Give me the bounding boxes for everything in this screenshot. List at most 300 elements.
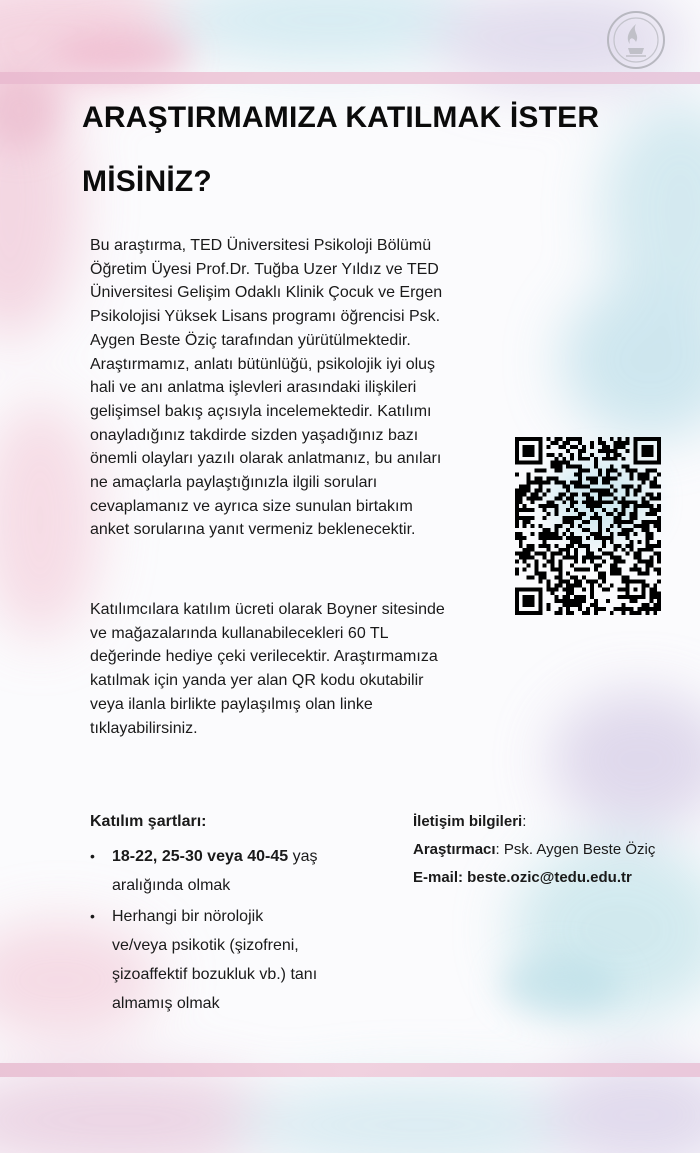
qr-module xyxy=(574,595,578,599)
qr-module xyxy=(558,575,562,579)
qr-module xyxy=(626,441,630,445)
qr-module xyxy=(550,500,554,504)
qr-module xyxy=(515,500,519,504)
qr-module xyxy=(649,437,653,441)
qr-module xyxy=(550,453,554,457)
qr-module xyxy=(641,595,645,599)
qr-module xyxy=(641,461,645,465)
qr-module xyxy=(570,599,574,603)
qr-module xyxy=(630,516,634,520)
qr-module xyxy=(578,524,582,528)
qr-module xyxy=(531,449,535,453)
intro-line: Aygen Beste Öziç tarafından yürütülmektedir. xyxy=(90,331,411,349)
qr-module xyxy=(586,552,590,556)
qr-module xyxy=(574,516,578,520)
qr-module xyxy=(649,595,653,599)
qr-module xyxy=(610,532,614,536)
qr-module xyxy=(618,445,622,449)
qr-module xyxy=(582,512,586,516)
qr-module xyxy=(657,571,661,575)
qr-module xyxy=(630,477,634,481)
qr-module xyxy=(641,587,645,591)
qr-module xyxy=(645,532,649,536)
qr-module xyxy=(515,512,519,516)
qr-module xyxy=(531,508,535,512)
qr-module xyxy=(598,532,602,536)
qr-module xyxy=(657,579,661,583)
qr-module xyxy=(633,453,637,457)
qr-module xyxy=(653,552,657,556)
qr-module xyxy=(633,457,637,461)
qr-module xyxy=(610,465,614,469)
qr-module xyxy=(614,520,618,524)
qr-module xyxy=(523,587,527,591)
qr-module xyxy=(562,457,566,461)
qr-module xyxy=(515,473,519,477)
qr-module xyxy=(602,457,606,461)
qr-module xyxy=(637,560,641,564)
qr-module xyxy=(649,469,653,473)
qr-module xyxy=(622,500,626,504)
qr-module xyxy=(586,504,590,508)
qr-module xyxy=(523,449,527,453)
qr-module xyxy=(535,571,539,575)
qr-module xyxy=(554,568,558,572)
qr-module xyxy=(626,575,630,579)
qr-module xyxy=(574,603,578,607)
qr-module xyxy=(519,556,523,560)
qr-module xyxy=(598,575,602,579)
qr-module xyxy=(618,516,622,520)
qr-module xyxy=(586,607,590,611)
qr-module xyxy=(633,469,637,473)
qr-module xyxy=(531,575,535,579)
qr-module xyxy=(574,556,578,560)
qr-module xyxy=(626,552,630,556)
qr-module xyxy=(630,599,634,603)
intro-line: hali ve anı anlatma işlevleri arasındaki ilişkileri xyxy=(90,379,417,397)
qr-module xyxy=(598,571,602,575)
conditions-heading: Katılım şartları: xyxy=(90,813,207,830)
qr-module xyxy=(606,457,610,461)
qr-module xyxy=(618,607,622,611)
qr-module xyxy=(630,473,634,477)
qr-module xyxy=(602,575,606,579)
qr-module xyxy=(622,607,626,611)
qr-module xyxy=(622,532,626,536)
qr-module xyxy=(554,457,558,461)
qr-module xyxy=(566,437,570,441)
qr-module xyxy=(578,481,582,485)
qr-module xyxy=(582,575,586,579)
qr-module xyxy=(657,508,661,512)
qr-module xyxy=(645,571,649,575)
qr-module xyxy=(515,587,519,591)
qr-module xyxy=(641,481,645,485)
qr-module xyxy=(539,445,543,449)
qr-module xyxy=(574,492,578,496)
qr-module xyxy=(543,532,547,536)
qr-module xyxy=(527,484,531,488)
qr-module xyxy=(633,512,637,516)
qr-module xyxy=(550,504,554,508)
qr-module xyxy=(539,453,543,457)
qr-module xyxy=(622,595,626,599)
qr-module xyxy=(618,437,622,441)
qr-module xyxy=(630,540,634,544)
qr-module xyxy=(606,481,610,485)
qr-module xyxy=(630,568,634,572)
qr-module xyxy=(657,516,661,520)
qr-module xyxy=(554,512,558,516)
qr-module xyxy=(578,512,582,516)
qr-module xyxy=(566,449,570,453)
qr-module xyxy=(610,564,614,568)
qr-module xyxy=(614,496,618,500)
qr-module xyxy=(590,587,594,591)
qr-module xyxy=(582,520,586,524)
qr-module xyxy=(618,556,622,560)
qr-module xyxy=(637,607,641,611)
qr-module xyxy=(527,461,531,465)
qr-module xyxy=(566,544,570,548)
qr-module xyxy=(546,445,550,449)
qr-module xyxy=(531,548,535,552)
qr-module xyxy=(598,488,602,492)
qr-module xyxy=(614,441,618,445)
qr-module xyxy=(610,540,614,544)
qr-module xyxy=(645,607,649,611)
qr-module xyxy=(653,591,657,595)
qr-module xyxy=(641,477,645,481)
qr-module xyxy=(653,496,657,500)
qr-module xyxy=(657,556,661,560)
qr-module xyxy=(558,611,562,615)
qr-module xyxy=(578,473,582,477)
intro-line: onayladığınız takdirde sizden yaşadığınız bazı xyxy=(90,426,419,444)
qr-module xyxy=(590,603,594,607)
qr-module xyxy=(653,603,657,607)
reward-line: katılmak için yanda yer alan QR kodu okutabilir xyxy=(90,672,424,690)
qr-module xyxy=(590,532,594,536)
qr-module xyxy=(614,571,618,575)
qr-module xyxy=(641,496,645,500)
qr-module xyxy=(645,512,649,516)
qr-module xyxy=(574,500,578,504)
qr-module xyxy=(649,587,653,591)
qr-module xyxy=(657,437,661,441)
qr-module xyxy=(586,477,590,481)
qr-module xyxy=(590,481,594,485)
qr-module xyxy=(546,536,550,540)
qr-module xyxy=(626,579,630,583)
qr-module xyxy=(539,587,543,591)
qr-module xyxy=(649,548,653,552)
qr-module xyxy=(657,457,661,461)
qr-module xyxy=(519,437,523,441)
qr-module xyxy=(626,587,630,591)
qr-module xyxy=(602,571,606,575)
qr-module xyxy=(590,516,594,520)
qr-module xyxy=(554,461,558,465)
qr-module xyxy=(637,548,641,552)
qr-module xyxy=(590,556,594,560)
qr-module xyxy=(590,504,594,508)
qr-module xyxy=(645,504,649,508)
qr-module xyxy=(602,481,606,485)
qr-module xyxy=(523,520,527,524)
qr-module xyxy=(598,441,602,445)
qr-module xyxy=(539,611,543,615)
qr-module xyxy=(527,548,531,552)
qr-module xyxy=(594,516,598,520)
qr-module xyxy=(622,548,626,552)
qr-module xyxy=(570,532,574,536)
qr-module xyxy=(633,441,637,445)
bullet-icon: • xyxy=(90,908,95,924)
qr-module xyxy=(519,536,523,540)
qr-module xyxy=(586,528,590,532)
qr-module xyxy=(594,465,598,469)
qr-module xyxy=(523,524,527,528)
qr-module xyxy=(523,548,527,552)
qr-module xyxy=(614,469,618,473)
qr-module xyxy=(558,560,562,564)
qr-module xyxy=(598,528,602,532)
qr-module xyxy=(566,536,570,540)
qr-module xyxy=(566,520,570,524)
qr-module xyxy=(586,536,590,540)
qr-module xyxy=(622,441,626,445)
qr-module xyxy=(539,461,543,465)
qr-module xyxy=(574,552,578,556)
qr-module xyxy=(519,611,523,615)
qr-module xyxy=(543,508,547,512)
qr-module xyxy=(626,528,630,532)
qr-module xyxy=(578,441,582,445)
qr-module xyxy=(602,445,606,449)
qr-module xyxy=(574,579,578,583)
qr-module xyxy=(657,591,661,595)
qr-module xyxy=(630,469,634,473)
qr-module xyxy=(550,441,554,445)
qr-module xyxy=(602,587,606,591)
qr-module xyxy=(543,536,547,540)
qr-module xyxy=(535,477,539,481)
qr-module xyxy=(645,445,649,449)
qr-module xyxy=(574,568,578,572)
qr-module xyxy=(566,591,570,595)
qr-module xyxy=(550,587,554,591)
qr-module xyxy=(574,583,578,587)
qr-code-icon[interactable] xyxy=(514,437,662,615)
email-label: E-mail: xyxy=(413,869,464,886)
qr-module xyxy=(626,544,630,548)
qr-module xyxy=(641,504,645,508)
qr-module xyxy=(610,571,614,575)
qr-module xyxy=(598,548,602,552)
qr-module xyxy=(543,492,547,496)
reward-line: ve mağazalarında kullanabilecekleri 60 TL xyxy=(90,624,389,642)
qr-module xyxy=(527,453,531,457)
qr-module xyxy=(586,457,590,461)
qr-module xyxy=(657,441,661,445)
qr-module xyxy=(550,552,554,556)
qr-module xyxy=(598,583,602,587)
qr-module xyxy=(566,552,570,556)
qr-module xyxy=(641,571,645,575)
qr-module xyxy=(527,449,531,453)
qr-module xyxy=(546,548,550,552)
qr-module xyxy=(622,465,626,469)
qr-module xyxy=(554,544,558,548)
qr-module xyxy=(531,599,535,603)
qr-module xyxy=(586,548,590,552)
qr-module xyxy=(590,488,594,492)
qr-module xyxy=(633,587,637,591)
qr-module xyxy=(641,583,645,587)
intro-line: ne amaçlarla paylaştığınızla ilgili soruları xyxy=(90,474,378,492)
qr-module xyxy=(570,556,574,560)
qr-module xyxy=(527,552,531,556)
qr-module xyxy=(610,611,614,615)
qr-module xyxy=(626,591,630,595)
qr-module xyxy=(653,477,657,481)
qr-module xyxy=(531,556,535,560)
qr-module xyxy=(594,532,598,536)
qr-module xyxy=(546,504,550,508)
qr-module xyxy=(622,611,626,615)
qr-module xyxy=(535,587,539,591)
qr-module xyxy=(630,607,634,611)
qr-module xyxy=(523,611,527,615)
qr-module xyxy=(527,544,531,548)
qr-module xyxy=(574,484,578,488)
qr-module xyxy=(527,564,531,568)
qr-module xyxy=(630,528,634,532)
qr-module xyxy=(531,453,535,457)
qr-module xyxy=(515,599,519,603)
title-line-2: MİSİNİZ? xyxy=(82,165,212,198)
qr-module xyxy=(645,568,649,572)
qr-module xyxy=(558,492,562,496)
qr-module xyxy=(574,540,578,544)
qr-module xyxy=(558,524,562,528)
qr-module xyxy=(633,492,637,496)
qr-module xyxy=(523,453,527,457)
qr-module xyxy=(546,488,550,492)
qr-module xyxy=(649,560,653,564)
qr-module xyxy=(626,583,630,587)
contact-heading xyxy=(413,808,693,836)
qr-module xyxy=(614,607,618,611)
condition-age xyxy=(90,842,390,900)
qr-module xyxy=(558,552,562,556)
qr-module xyxy=(606,500,610,504)
qr-module xyxy=(610,449,614,453)
qr-module xyxy=(649,556,653,560)
qr-module xyxy=(598,520,602,524)
researcher-row xyxy=(413,836,693,864)
qr-module xyxy=(578,583,582,587)
qr-module xyxy=(649,599,653,603)
qr-module xyxy=(610,492,614,496)
qr-module xyxy=(653,469,657,473)
qr-module xyxy=(594,556,598,560)
qr-module xyxy=(570,492,574,496)
qr-module xyxy=(527,575,531,579)
qr-module xyxy=(633,532,637,536)
qr-module xyxy=(515,441,519,445)
qr-module xyxy=(622,508,626,512)
qr-module xyxy=(570,481,574,485)
qr-module xyxy=(531,611,535,615)
qr-module xyxy=(570,583,574,587)
qr-module xyxy=(641,520,645,524)
qr-module xyxy=(598,473,602,477)
intro-line: önemli olayları yazılı olarak anlatmanız, bu anıları xyxy=(90,450,442,468)
qr-module xyxy=(570,575,574,579)
qr-module xyxy=(546,607,550,611)
qr-module xyxy=(558,445,562,449)
qr-module xyxy=(523,603,527,607)
qr-module xyxy=(645,611,649,615)
qr-module xyxy=(645,469,649,473)
qr-module xyxy=(586,500,590,504)
qr-module xyxy=(566,496,570,500)
qr-module xyxy=(630,548,634,552)
qr-module xyxy=(558,481,562,485)
qr-module xyxy=(566,607,570,611)
qr-module xyxy=(598,500,602,504)
participation-conditions xyxy=(90,808,390,1018)
qr-module xyxy=(598,516,602,520)
qr-module xyxy=(539,552,543,556)
title-line-1: ARAŞTIRMAMIZA KATILMAK İSTER xyxy=(82,101,600,134)
qr-module xyxy=(622,587,626,591)
qr-module xyxy=(574,575,578,579)
qr-module xyxy=(633,524,637,528)
qr-module xyxy=(523,516,527,520)
qr-module xyxy=(622,528,626,532)
qr-module xyxy=(645,564,649,568)
qr-module xyxy=(566,587,570,591)
qr-module xyxy=(586,469,590,473)
qr-module xyxy=(590,453,594,457)
qr-module xyxy=(637,595,641,599)
condition-diagnosis-line: şizoaffektif bozukluk vb.) tanı xyxy=(112,966,318,983)
qr-module xyxy=(515,445,519,449)
qr-module xyxy=(622,496,626,500)
email-row[interactable] xyxy=(413,864,693,892)
qr-module xyxy=(539,544,543,548)
qr-module xyxy=(554,575,558,579)
qr-module xyxy=(535,611,539,615)
qr-module xyxy=(582,449,586,453)
qr-module xyxy=(602,536,606,540)
qr-module xyxy=(566,583,570,587)
qr-module xyxy=(645,528,649,532)
qr-module xyxy=(633,552,637,556)
qr-module xyxy=(578,607,582,611)
qr-module xyxy=(558,461,562,465)
qr-module xyxy=(626,465,630,469)
qr-module xyxy=(543,564,547,568)
qr-module xyxy=(606,599,610,603)
email-address[interactable]: beste.ozic@tedu.edu.tr xyxy=(463,869,632,886)
qr-module xyxy=(515,524,519,528)
qr-module xyxy=(614,568,618,572)
